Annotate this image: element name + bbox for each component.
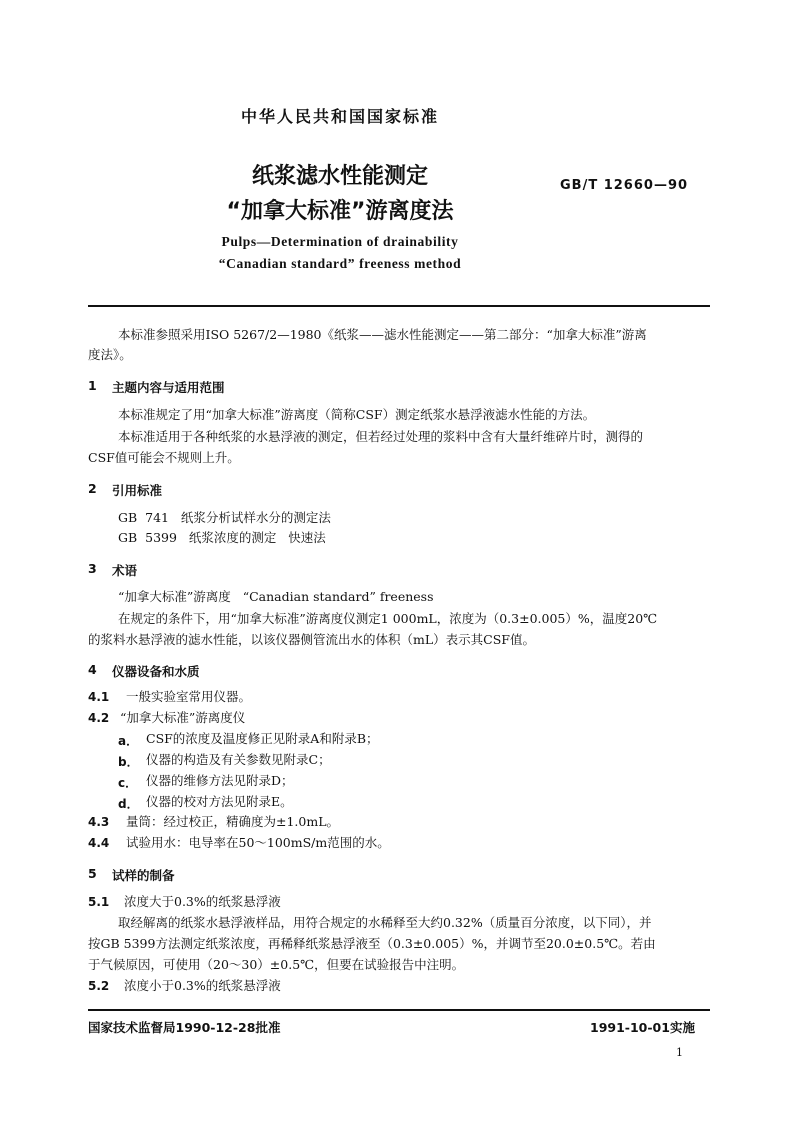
title-chinese-line-2: “加拿大标准”游离度法 bbox=[226, 199, 454, 224]
item-c-text: 仪器的维修方法见附录D； bbox=[146, 773, 294, 788]
reference-gb5399: GB 5399 纸浆浓度的测定 快速法 bbox=[118, 530, 326, 545]
intro-line-2: 度法》。 bbox=[88, 347, 132, 362]
clause-5-2-number: 5.2 bbox=[88, 979, 110, 993]
clause-4-4-text: 试验用水：电导率在50～100mS/m范围的水。 bbox=[126, 835, 390, 850]
item-d-text: 仪器的校对方法见附录E。 bbox=[146, 794, 293, 809]
section-3-title: 术语 bbox=[112, 563, 138, 578]
intro-line-1: 本标准参照采用ISO 5267/2—1980《纸浆——滤水性能测定——第二部分：“加拿大标准”游离 bbox=[118, 327, 647, 342]
clause-5-2-title: 浓度小于0.3%的纸浆悬浮液 bbox=[124, 978, 281, 993]
title-english-line-1: Pulps—Determination of drainability bbox=[221, 234, 459, 249]
term-definition-heading: “加拿大标准”游离度 “Canadian standard” freeness bbox=[118, 589, 434, 604]
section-4-title: 仪器设备和水质 bbox=[112, 664, 200, 679]
item-c-label: c． bbox=[118, 776, 138, 790]
clause-4-3-number: 4.3 bbox=[88, 815, 110, 829]
clause-4-1-number: 4.1 bbox=[88, 690, 110, 704]
clause-5-1-title: 浓度大于0.3%的纸浆悬浮液 bbox=[124, 894, 281, 909]
effective-date: 1991-10-01实施 bbox=[590, 1020, 695, 1035]
section-2-title: 引用标准 bbox=[112, 483, 163, 498]
item-a-text: CSF的浓度及温度修正见附录A和附录B； bbox=[146, 731, 379, 746]
section-5-title: 试样的制备 bbox=[112, 868, 175, 883]
standard-number: GB/T 12660—90 bbox=[560, 178, 689, 193]
term-definition-line-1: 在规定的条件下，用“加拿大标准”游离度仪测定1 000mL，浓度为（0.3±0.005）%，温度20℃ bbox=[118, 611, 658, 626]
clause-4-3-text: 量筒：经过校正，精确度为±1.0mL。 bbox=[126, 814, 340, 829]
section-1-number: 1 bbox=[88, 378, 97, 393]
item-a-label: a． bbox=[118, 734, 139, 748]
title-english-line-2: “Canadian standard” freeness method bbox=[218, 256, 462, 271]
clause-4-4-number: 4.4 bbox=[88, 836, 110, 850]
item-b-label: b． bbox=[118, 755, 139, 769]
clause-4-2-text: “加拿大标准”游离度仪 bbox=[120, 710, 246, 725]
section-2-number: 2 bbox=[88, 481, 97, 496]
item-b-text: 仪器的构造及有关参数见附录C； bbox=[146, 752, 331, 767]
clause-5-1-para-1: 取经解离的纸浆水悬浮液样品，用符合规定的水稀释至大约0.32%（质量百分浓度，以下同），并 bbox=[118, 915, 652, 930]
approval-date: 国家技术监督局1990-12-28批准 bbox=[88, 1020, 281, 1035]
reference-gb741: GB 741 纸浆分析试样水分的测定法 bbox=[118, 510, 331, 525]
header-divider bbox=[88, 305, 710, 307]
section-1-para-2a: 本标准适用于各种纸浆的水悬浮液的测定，但若经过处理的浆料中含有大量纤维碎片时，测得的 bbox=[118, 429, 644, 444]
title-chinese-line-1: 纸浆滤水性能测定 bbox=[251, 164, 428, 189]
footer-divider bbox=[88, 1009, 710, 1011]
clause-5-1-para-3: 于气候原因，可使用（20～30）±0.5℃，但要在试验报告中注明。 bbox=[88, 957, 465, 972]
term-definition-line-2: 的浆料水悬浮液的滤水性能，以该仪器侧管流出水的体积（mL）表示其CSF值。 bbox=[88, 632, 535, 647]
clause-5-1-para-2: 按GB 5399方法测定纸浆浓度，再稀释纸浆悬浮液至（0.3±0.005）%，并调节至20.0±0.5℃。若由 bbox=[88, 936, 656, 951]
section-5-number: 5 bbox=[88, 866, 97, 881]
clause-4-1-text: 一般实验室常用仪器。 bbox=[126, 689, 252, 704]
section-1-para-2b: CSF值可能会不规则上升。 bbox=[88, 450, 240, 465]
section-3-number: 3 bbox=[88, 561, 97, 576]
section-4-number: 4 bbox=[88, 662, 97, 677]
section-1-para-1: 本标准规定了用“加拿大标准”游离度（简称CSF）测定纸浆水悬浮液滤水性能的方法。 bbox=[118, 407, 596, 422]
section-1-title: 主题内容与适用范围 bbox=[112, 380, 225, 395]
page-number: 1 bbox=[676, 1046, 683, 1059]
issuing-body: 中华人民共和国国家标准 bbox=[240, 107, 439, 126]
clause-5-1-number: 5.1 bbox=[88, 895, 110, 909]
clause-4-2-number: 4.2 bbox=[88, 711, 110, 725]
item-d-label: d． bbox=[118, 797, 139, 811]
